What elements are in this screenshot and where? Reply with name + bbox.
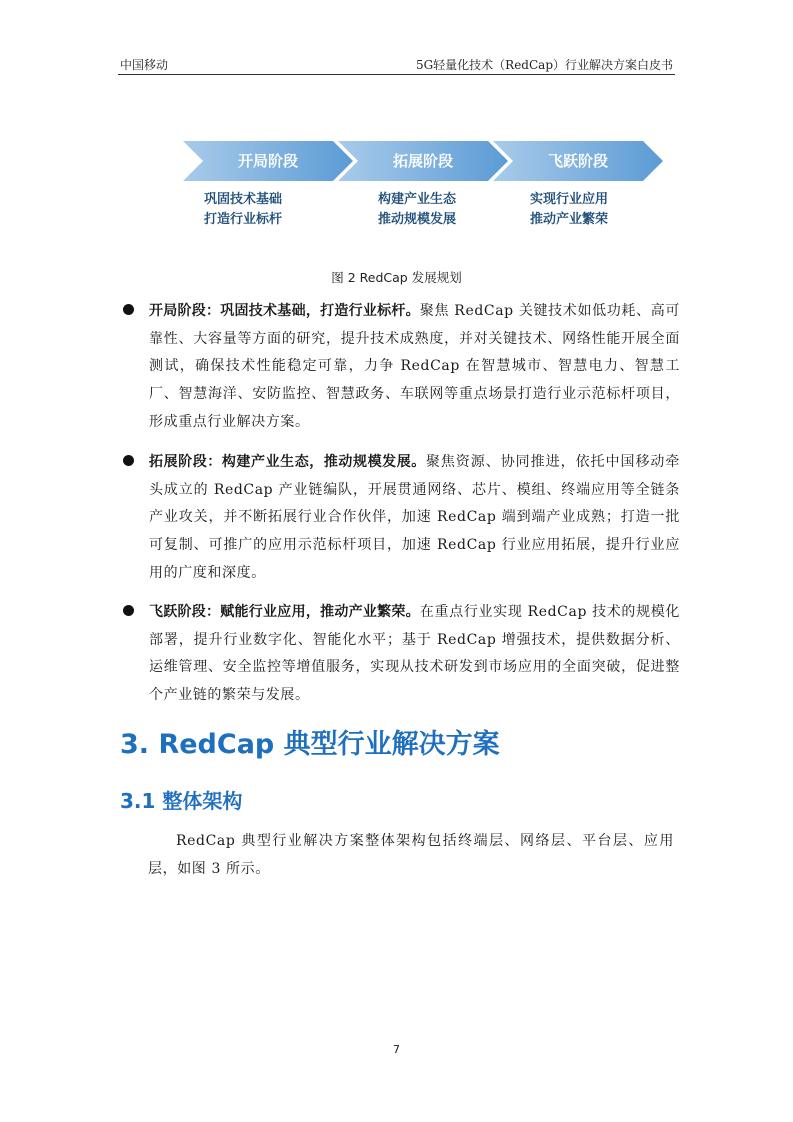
bullet-dot-icon [123,455,134,466]
stage-3-goals [494,190,644,230]
stage-2-goal-1: 构建产业生态 [377,192,456,207]
bullet-body: 聚焦资源、协同推进，依托中国移动牵头成立的 RedCap 产业链编队，开展贯通网络、芯片、模组、终端应用等全链条产业攻关，并不断拓展行业合作伙伴，加速 RedCap 端到端产业成熟；打造一批可复制、可推广的应用示范标杆项目，加速 RedCap 行业应用拓展，提升行业应用的广度和深度。 [149,454,680,581]
stage-1-goal-2: 打造行业标杆 [203,212,282,227]
bullet-text [149,298,680,437]
bullet-dot-icon [123,605,134,616]
subsection-heading: 3.1 整体架构 [120,789,243,813]
stage-1-goal-1: 巩固技术基础 [203,192,282,207]
body-paragraph: RedCap 典型行业解决方案整体架构包括终端层、网络层、平台层、应用层，如图 3 所示。 [148,833,674,877]
page-number: 7 [393,1043,400,1056]
bullet-item-2 [120,449,680,588]
bullet-title: 开局阶段：巩固技术基础，打造行业标杆。 [149,303,420,319]
bullet-title: 飞跃阶段：赋能行业应用，推动产业繁荣。 [149,604,420,620]
bullet-body: 在重点行业实现 RedCap 技术的规模化部署，提升行业数字化、智能化水平；基于 RedCap 增强技术，提供数据分析、运维管理、安全监控等增值服务，实现从技术研发到市场应用的全面突破，促进整个产业链的繁荣与发展。 [149,604,680,704]
stage-1-goals [168,190,318,230]
section-heading: 3. RedCap 典型行业解决方案 [120,729,500,760]
bullet-title: 拓展阶段：构建产业生态，推动规模发展。 [149,454,426,470]
header-org: 中国移动 [120,58,169,72]
figure-caption: 图 2 RedCap 发展规划 [331,270,462,285]
development-roadmap-figure [183,141,663,181]
bullet-dot-icon [123,304,134,315]
stage-3-goal-2: 推动产业繁荣 [529,212,608,227]
bullet-text [149,449,680,588]
stage-2-goals [342,190,492,230]
stage-label-1: 开局阶段 [237,152,298,170]
bullet-item-1 [120,298,680,437]
header-doc-title: 5G轻量化技术（RedCap）行业解决方案白皮书 [415,58,673,72]
stage-3-goal-1: 实现行业应用 [529,192,608,207]
bullet-text [149,599,680,710]
stage-label-3: 飞跃阶段 [547,152,608,170]
bullet-body: 聚焦 RedCap 关键技术如低功耗、高可靠性、大容量等方面的研究，提升技术成熟度，并对关键技术、网络性能开展全面测试，确保技术性能稳定可靠，力争 RedCap 在智慧城市、智慧电力、智慧工厂、智慧海洋、安防监控、智慧政务、车联网等重点场景打造行业示范标杆项目，形成重点行业解决方案。 [149,303,680,430]
stage-2-goal-2: 推动规模发展 [377,212,456,227]
bullet-item-3 [120,599,680,710]
stage-label-2: 拓展阶段 [392,152,453,170]
header-rule [118,74,675,75]
